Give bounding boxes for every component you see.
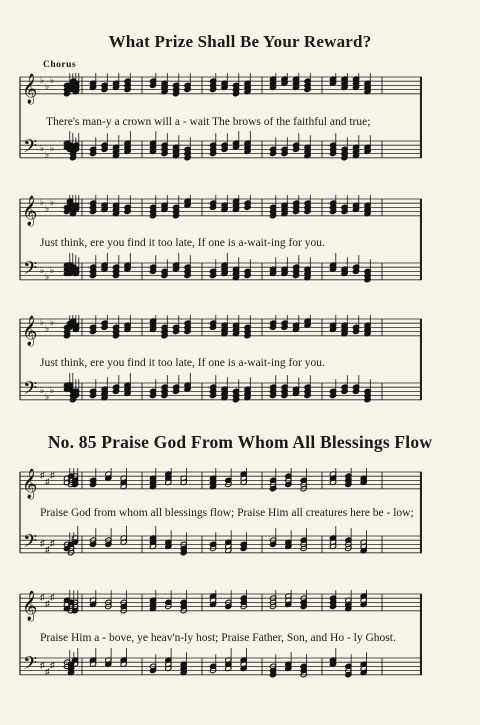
svg-text:♭: ♭	[50, 385, 55, 395]
svg-text:♭: ♭	[40, 197, 45, 207]
lyric-line-5: Praise Him a - bove, ye heav'n-ly host; Praise Father, Son, and Ho - ly Ghost.	[40, 632, 396, 644]
svg-text:♯: ♯	[50, 592, 55, 602]
svg-text:♯: ♯	[40, 592, 45, 602]
svg-text:𝄞: 𝄞	[22, 195, 38, 226]
svg-text:♯: ♯	[45, 476, 50, 487]
svg-text:♭: ♭	[50, 265, 55, 275]
svg-text:♭: ♭	[50, 143, 55, 153]
svg-text:♭: ♭	[50, 197, 55, 207]
svg-text:𝄢: 𝄢	[23, 531, 38, 557]
svg-text:♭: ♭	[45, 203, 50, 214]
svg-text:♯: ♯	[45, 544, 50, 555]
svg-text:♯: ♯	[40, 538, 45, 548]
svg-text:♯: ♯	[45, 598, 50, 609]
hymn-title-praise-god: No. 85 Praise God From Whom All Blessings Flow	[47, 432, 433, 452]
svg-text:𝄢: 𝄢	[23, 378, 38, 404]
lyric-line-2: Just think, ere you find it too late, If one is a-wait-ing for you.	[40, 237, 325, 249]
svg-text:♭: ♭	[40, 265, 45, 275]
svg-text:♯: ♯	[40, 470, 45, 480]
svg-text:♭: ♭	[45, 271, 50, 282]
svg-text:𝄢: 𝄢	[23, 136, 38, 162]
svg-text:♯: ♯	[45, 666, 50, 677]
lyric-line-3: Just think, ere you find it too late, If one is a-wait-ing for you.	[40, 357, 325, 369]
svg-text:♭: ♭	[45, 81, 50, 92]
svg-text:𝄞: 𝄞	[22, 73, 38, 104]
chorus-label: Chorus	[43, 60, 77, 70]
svg-text:♭: ♭	[40, 385, 45, 395]
svg-text:♯: ♯	[50, 470, 55, 480]
svg-text:𝄢: 𝄢	[23, 653, 38, 679]
svg-text:♯: ♯	[40, 660, 45, 670]
svg-text:𝄞: 𝄞	[22, 315, 38, 346]
svg-text:♭: ♭	[40, 317, 45, 327]
svg-text:♭: ♭	[45, 149, 50, 160]
hymn-title-what-prize: What Prize Shall Be Your Reward?	[108, 32, 372, 51]
svg-text:𝄢: 𝄢	[23, 258, 38, 284]
svg-text:♭: ♭	[50, 75, 55, 85]
svg-text:♭: ♭	[40, 143, 45, 153]
lyric-line-1: There's man-y a crown will a - wait The brows of the faithful and true;	[46, 116, 371, 128]
svg-text:𝄞: 𝄞	[22, 468, 38, 499]
svg-text:♭: ♭	[50, 317, 55, 327]
svg-text:♯: ♯	[50, 660, 55, 670]
svg-text:♭: ♭	[40, 75, 45, 85]
svg-text:♭: ♭	[45, 391, 50, 402]
svg-text:𝄞: 𝄞	[22, 590, 38, 621]
svg-text:♯: ♯	[50, 538, 55, 548]
lyric-line-4: Praise God from whom all blessings flow; Praise Him all creatures here be - low;	[40, 507, 414, 519]
svg-text:♭: ♭	[45, 323, 50, 334]
